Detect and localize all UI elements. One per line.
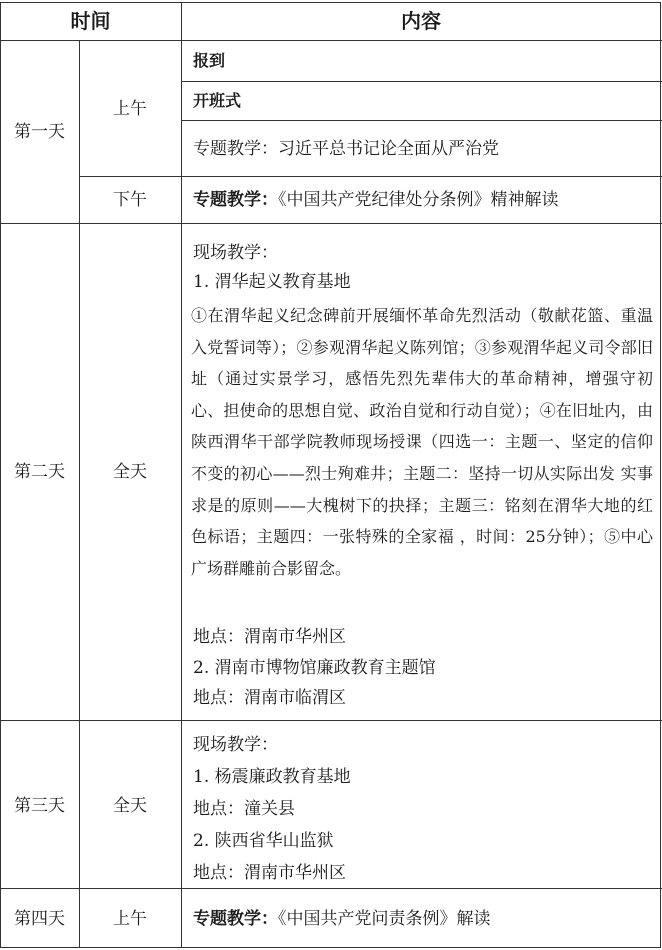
schedule-item: 报到 [193, 51, 226, 70]
section-title: 现场教学： [193, 243, 278, 263]
period-label: 上午 [113, 909, 147, 929]
location-text: 地点：渭南市临渭区 [193, 688, 346, 708]
location-text: 地点：渭南市华州区 [193, 627, 346, 647]
topic-text: 《中国共产党问责条例》解读 [278, 909, 491, 929]
topic-prefix: 专题教学： [193, 190, 278, 210]
section-title: 现场教学： [193, 735, 278, 755]
day-label: 第三天 [14, 796, 65, 816]
activity-paragraph: ①在渭华起义纪念碑前开展缅怀革命先烈活动（敬献花篮、重温入党誓词等）；②参观渭华起义陈列馆；③参观渭华起义司令部旧址（通过实景学习，感悟先烈先辈伟大的革命精神，增强守初心、担使命的思想自觉、政治自觉和行动自觉）；④在旧址内，由陕西渭华干部学院教师现场授课（四选一：主题一、坚定的信仰 不变的初心——烈士殉难井；主题二：坚持一切从实际出发 实事求是的原则——大槐树下的抉择；主题三：铭刻在渭华大地的红色标语；主题四：一张特殊的全家福 ，时间：25分钟）；⑤中心广场群雕前合影留念。 [191, 306, 653, 578]
list-item: 1. 杨震廉政教育基地 [193, 767, 351, 787]
day-label: 第一天 [14, 122, 65, 142]
list-item: 2. 陕西省华山监狱 [193, 831, 334, 851]
location-text: 地点：潼关县 [193, 799, 295, 819]
period-label: 下午 [113, 190, 147, 210]
schedule-item [193, 139, 499, 159]
period-label: 全天 [113, 796, 147, 816]
list-item: 1. 渭华起义教育基地 [193, 272, 351, 292]
period-label: 上午 [113, 99, 147, 119]
location-text: 地点：渭南市华州区 [193, 863, 346, 883]
schedule-item [193, 909, 491, 929]
day-label: 第四天 [14, 909, 65, 929]
header-time: 时间 [70, 9, 111, 33]
header-content: 内容 [401, 9, 441, 33]
topic-text: 《中国共产党纪律处分条例》精神解读 [278, 190, 559, 210]
list-item: 2. 渭南市博物馆廉政教育主题馆 [193, 658, 436, 678]
day-label: 第二天 [14, 462, 65, 482]
topic-prefix: 专题教学： [193, 909, 278, 929]
schedule-item: 开班式 [193, 91, 242, 110]
period-label: 全天 [113, 462, 147, 482]
session-topic: 专题教学：习近平总书记论全面从严治党 [193, 139, 499, 159]
schedule-item [193, 190, 559, 210]
